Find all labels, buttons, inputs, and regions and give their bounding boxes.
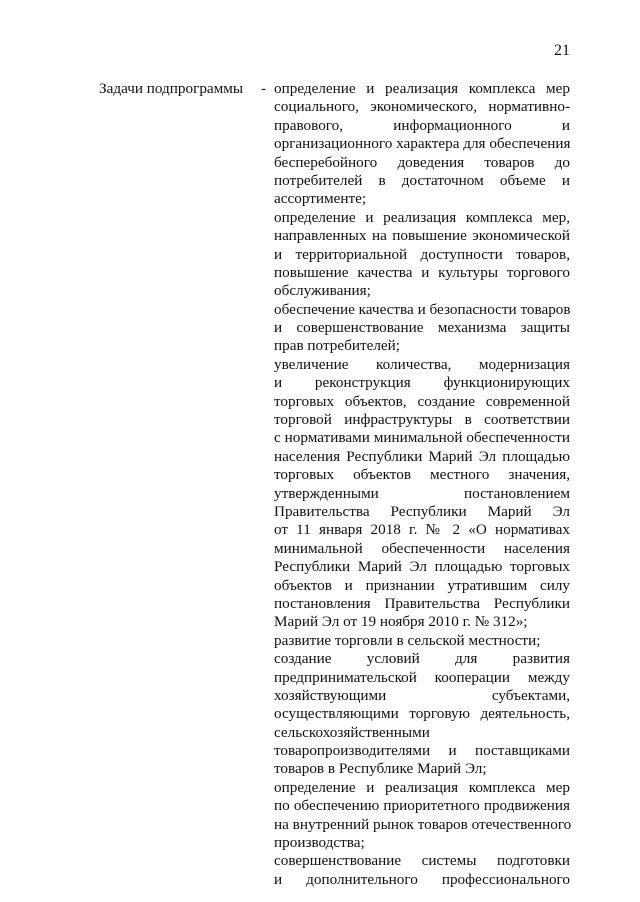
text-line: торговых объектов местного значения,	[274, 466, 570, 484]
text-line: совершенствование системы подготовки	[274, 852, 570, 870]
text-line: ассортименте;	[274, 190, 367, 208]
text-line: прав потребителей;	[274, 337, 401, 355]
text-line: обслуживания;	[274, 282, 371, 300]
text-line: по обеспечению приоритетного продвижения	[274, 797, 570, 815]
text-line: Марий Эл от 19 ноября 2010 г. № 312»;	[274, 613, 528, 631]
text-line: и территориальной доступности товаров,	[274, 245, 570, 263]
text-line: обеспечение качества и безопасности товаров	[274, 300, 571, 318]
text-line: Республики Марий Эл площадью торговых	[274, 558, 570, 576]
page-number: 21	[554, 42, 570, 59]
text-line: объектов и признании утратившим силу	[274, 576, 570, 594]
text-line: товаров в Республике Марий Эл;	[274, 760, 487, 778]
text-line: развитие торговли в сельской местности;	[274, 631, 541, 649]
text-line: торговых объектов, создание современной	[274, 392, 570, 410]
text-line: определение и реализация комплекса мер,	[274, 208, 570, 226]
text-line: и реконструкция функционирующих	[274, 374, 570, 392]
text-line: населения Республики Марий Эл площадью	[274, 447, 570, 465]
text-line: осуществляющими торговую деятельность,	[274, 705, 570, 723]
text-line: увеличение количества, модернизация	[274, 355, 570, 373]
text-line: организационного характера для обеспечения	[274, 135, 571, 153]
text-line: определение и реализация комплекса мер	[274, 80, 570, 97]
text-line: утвержденными постановлением	[274, 484, 570, 502]
text-line: бесперебойного доведения товаров до	[274, 153, 570, 171]
section-label: Задачи подпрограммы	[99, 80, 244, 97]
text-line: минимальной обеспеченности населения	[274, 539, 570, 557]
text-line: от 11 января 2018 г. № 2 «О нормативах	[274, 521, 570, 539]
text-line: на внутренний рынок товаров отечественного	[274, 815, 572, 833]
text-line: предпринимательской кооперации между	[274, 668, 570, 686]
text-line: социального, экономического, нормативно-	[274, 98, 570, 116]
text-line: и совершенствование механизма защиты	[274, 319, 570, 337]
text-line: повышение качества и культуры торгового	[274, 263, 570, 281]
label-dash: -	[261, 80, 267, 97]
text-line: товаропроизводителями и поставщиками	[274, 742, 570, 760]
text-line: создание условий для развития	[274, 650, 570, 668]
text-line: сельскохозяйственными	[274, 723, 430, 741]
text-line: хозяйствующими субъектами,	[274, 686, 570, 704]
text-line: потребителей в достаточном объеме и	[274, 171, 570, 189]
text-line: Правительства Республики Марий Эл	[274, 502, 570, 520]
text-line: и дополнительного профессионального	[274, 870, 570, 888]
text-line: производства;	[274, 834, 365, 852]
text-line: правового, информационного и	[274, 116, 570, 134]
tasks-text	[274, 80, 570, 889]
text-line: направленных на повышение экономической	[274, 227, 570, 245]
text-line: торговой инфраструктуры в соответствии	[274, 411, 570, 429]
text-line: с нормативами минимальной обеспеченности	[274, 429, 570, 447]
text-line: постановления Правительства Республики	[274, 594, 570, 612]
text-line: определение и реализация комплекса мер	[274, 778, 570, 796]
